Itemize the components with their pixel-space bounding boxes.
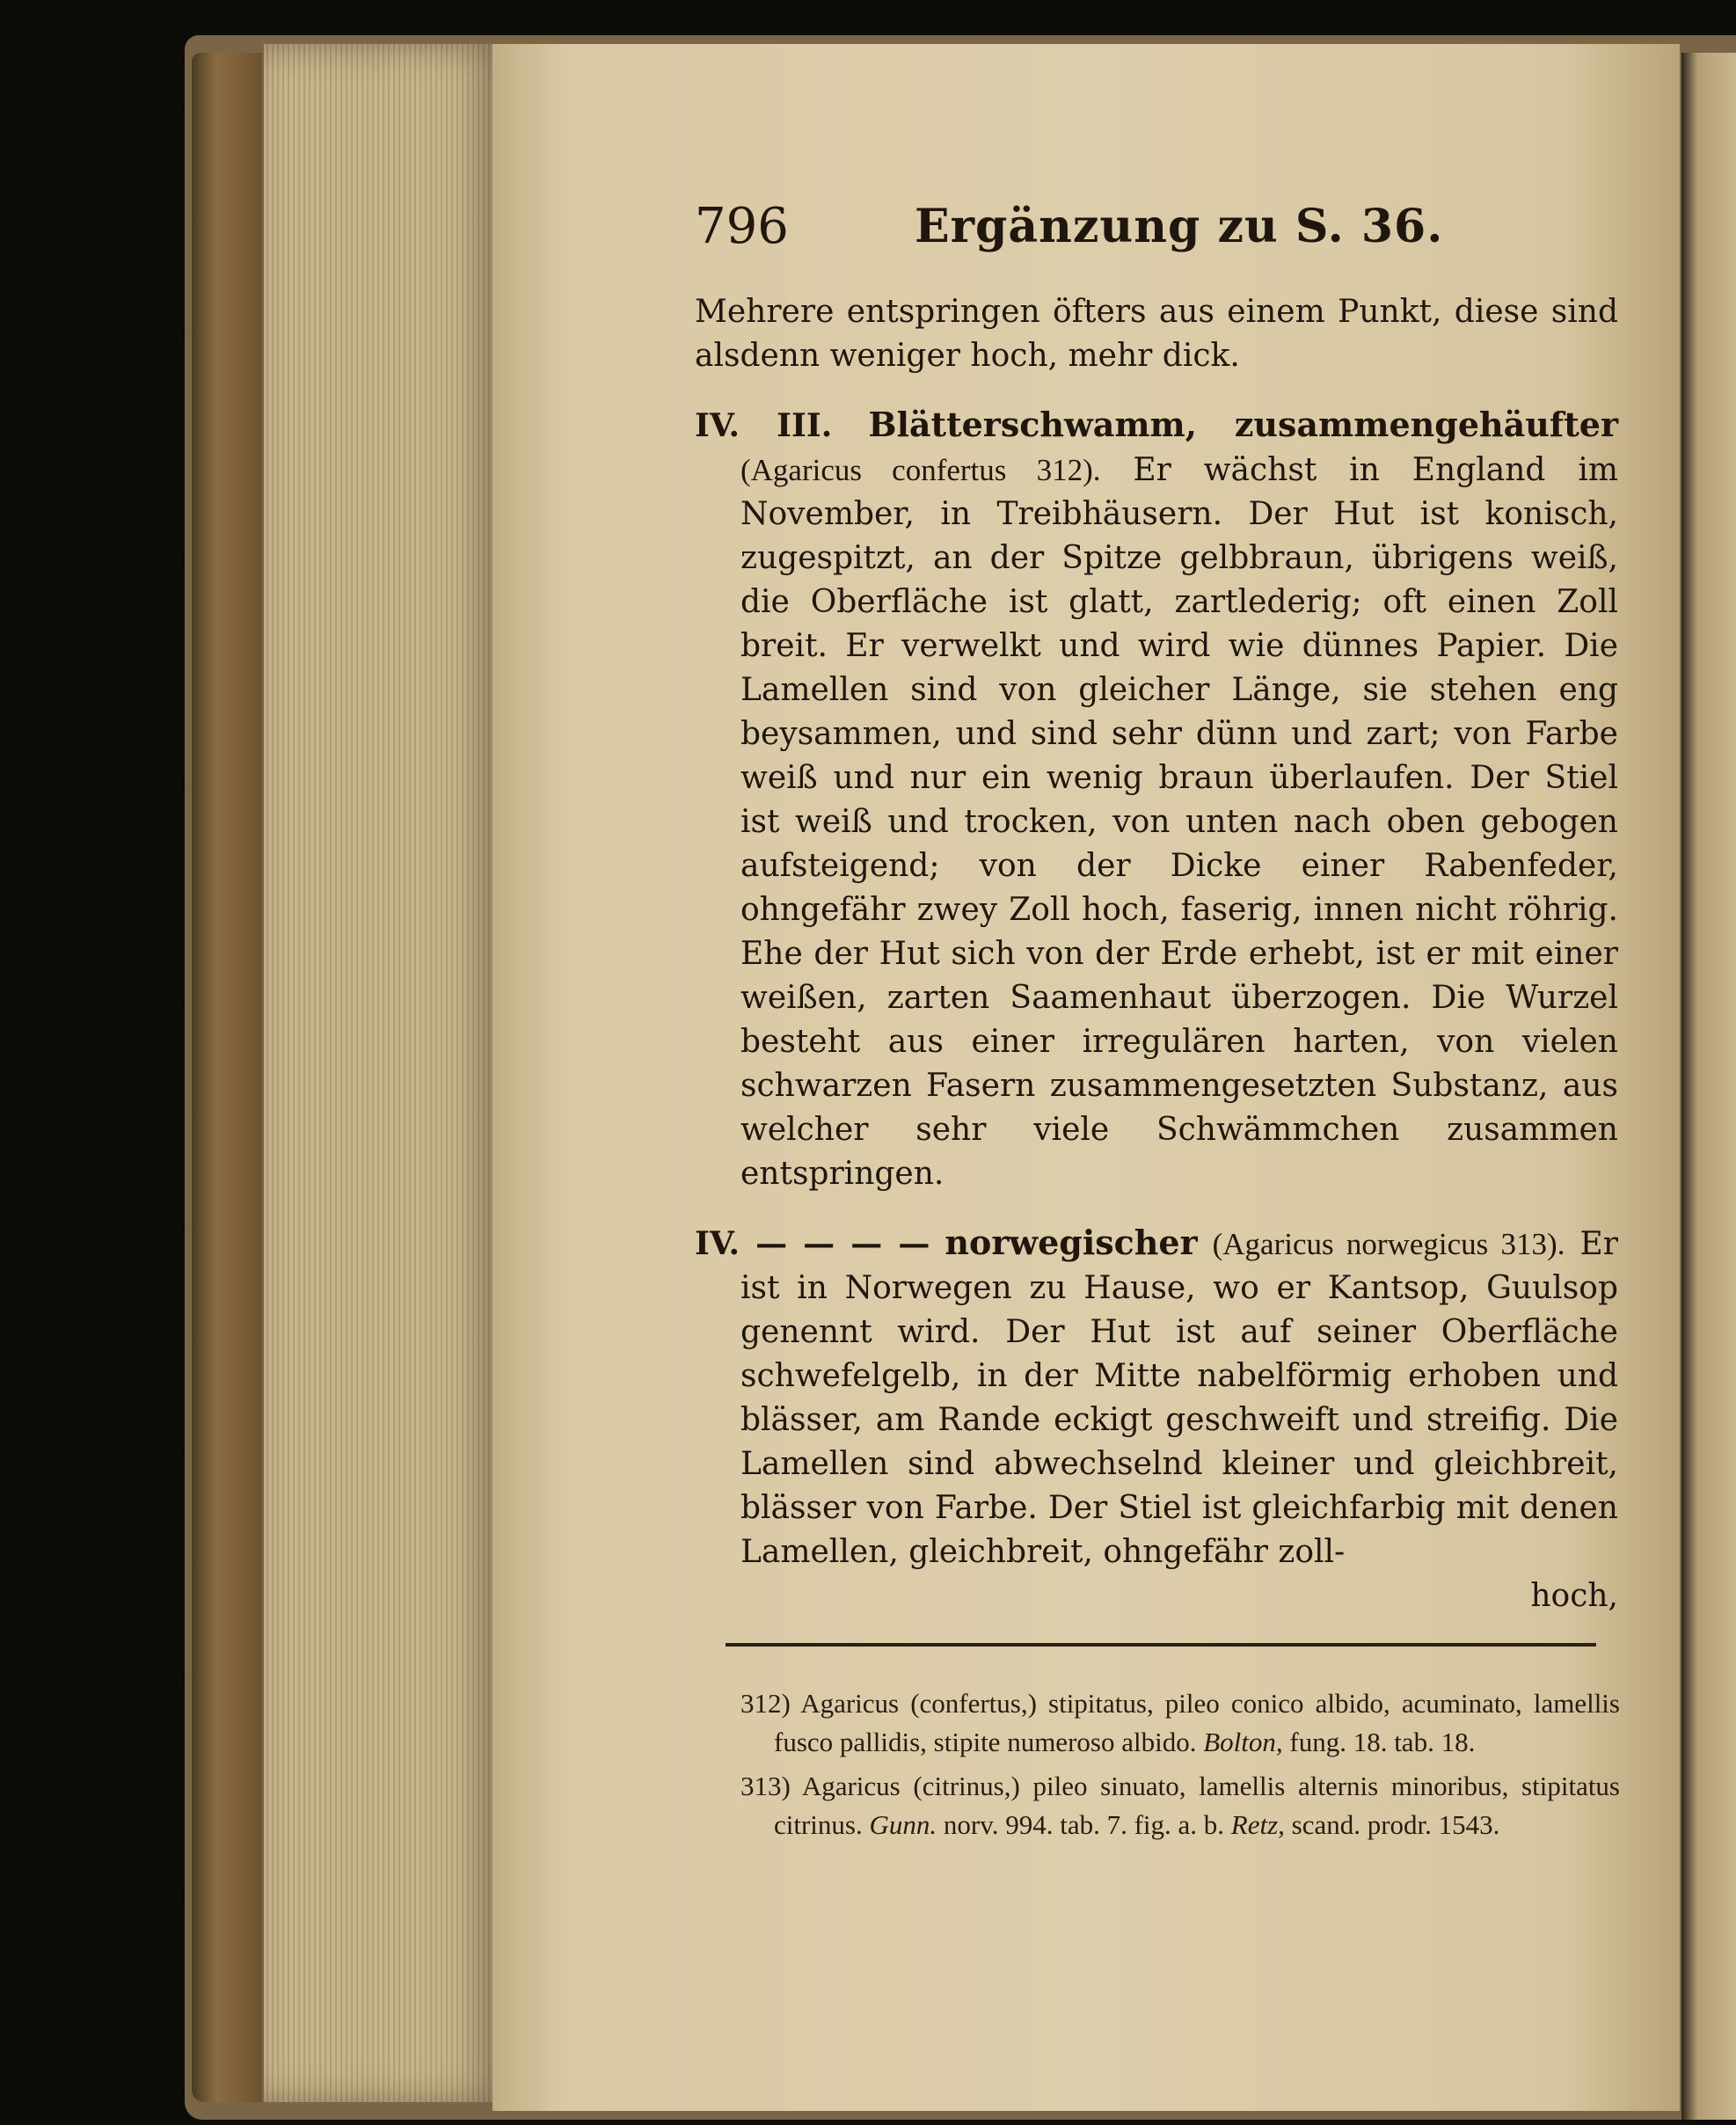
entry-confertus: [695, 403, 1618, 1196]
page-edges: [264, 44, 501, 2102]
entry-latin: (Agaricus confertus 312).: [740, 453, 1101, 487]
footnote-rule: [726, 1643, 1596, 1647]
entry-name: norwegischer: [945, 1223, 1198, 1262]
footnote-text: Agaricus (citrinus,) pileo sinuato, lamellis alternis minoribus, stipitatus citrinus.: [774, 1771, 1620, 1840]
entry-latin: (Agaricus norwegicus 313).: [1212, 1227, 1565, 1261]
running-head: [695, 198, 1618, 259]
cover-edge: [192, 53, 262, 2102]
catchword: hoch,: [1530, 1578, 1618, 1614]
footnote-ref-author: Gunn.: [869, 1809, 937, 1840]
footnote-text: Agaricus (confertus,) stipitatus, pileo conico albido, acuminato, lamellis fusco pallidis, stipite numeroso albido.: [774, 1688, 1620, 1757]
entry-text: Er wächst in England im November, in Treibhäusern. Der Hut ist konisch, zugespitzt, an der Spitze gelbbraun, übrigens weiß, die Oberfläche ist glatt, zartlederig; oft einen Zoll breit. Er verwelkt und wird wie dünnes Papier. Die Lamellen sind von gleicher Länge, sie stehen eng beysammen, und sind sehr dünn und zart; von Farbe weiß und nur ein wenig braun überlaufen. Der Stiel ist weiß und trocken, von unten nach oben gebogen aufsteigend; von der Dicke einer Rabenfeder, ohngefähr zwey Zoll hoch, faserig, innen nicht röhrig. Ehe der Hut sich von der Erde erhebt, ist er mit einer weißen, zarten Saamenhaut überzogen. Die Wurzel besteht aus einer irregulären harten, von vielen schwarzen Fasern zusammengesetzten Substanz, aus welcher sehr viele Schwämmchen zusammen entspringen.: [740, 452, 1618, 1192]
page-number: 796: [695, 198, 789, 255]
footnote-313: [740, 1767, 1620, 1844]
footnote-ref-author: Retz,: [1230, 1809, 1285, 1840]
entry-norwegicus: [695, 1221, 1618, 1574]
footnote-ref: norv. 994. tab. 7. fig. a. b.: [943, 1809, 1225, 1840]
footnote-ref: fung. 18. tab. 18.: [1289, 1727, 1476, 1757]
footnotes: [740, 1684, 1620, 1850]
footnote-ref-author: Bolton,: [1203, 1727, 1283, 1757]
footnote-marker: 313): [740, 1771, 791, 1801]
entry-label: IV. III.: [695, 407, 833, 444]
intro-paragraph: Mehrere entspringen öfters aus einem Punkt, diese sind alsdenn weniger hoch, mehr dick.: [695, 294, 1618, 374]
footnote-ref: scand. prodr. 1543.: [1291, 1809, 1500, 1840]
footnote-312: [740, 1684, 1620, 1762]
entry-label: IV. — — — —: [695, 1225, 930, 1262]
facing-page-edge: [1681, 53, 1736, 2120]
main-text: [695, 290, 1618, 1618]
running-title: Ergänzung zu S. 36.: [915, 200, 1444, 253]
footnote-marker: 312): [740, 1688, 791, 1719]
entry-name: Blätterschwamm, zusammengehäufter: [868, 405, 1618, 444]
entry-text: Er ist in Norwegen zu Hause, wo er Kantsop, Guulsop genennt wird. Der Hut ist auf seiner Oberfläche schwefelgelb, in der Mitte nabelförmig erhoben und blässer, am Rande eckigt geschweift und streifig. Die Lamellen sind abwechselnd kleiner und gleichbreit, blässer von Farbe. Der Stiel ist gleichfarbig mit denen Lamellen, gleichbreit, ohngefähr zoll-: [740, 1226, 1618, 1570]
